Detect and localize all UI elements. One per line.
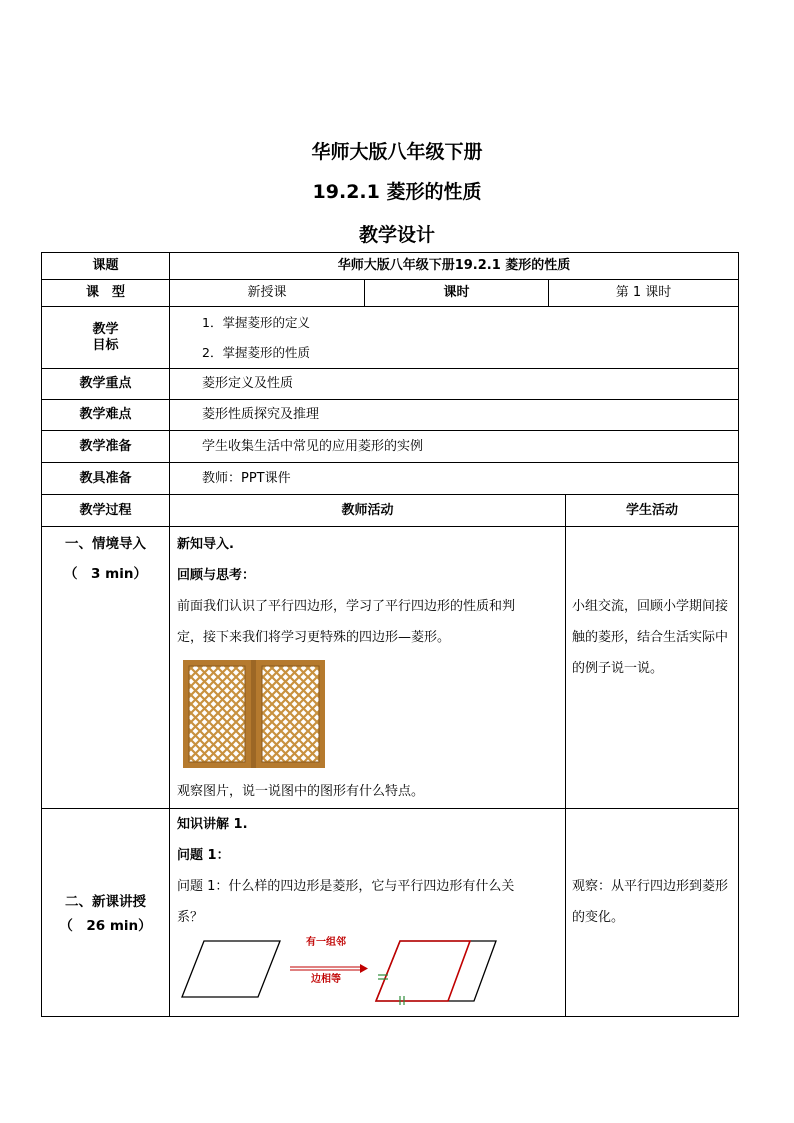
type-label: 课 型 [42, 280, 170, 307]
step2-student-line-2: 的变化。 [572, 910, 625, 925]
doc-title-line3: 教学设计 [358, 224, 435, 246]
step2-teacher-cell [170, 809, 566, 1017]
goals-label [42, 307, 170, 369]
step2-time: （ 26 min） [59, 917, 152, 934]
row-prep [42, 431, 739, 463]
step2-question-line-2: 系？ [177, 910, 204, 925]
step2-question-line-1: 问题 1：什么样的四边形是菱形，它与平行四边形有什么关 [177, 879, 515, 894]
step1-heading: 新知导入. [177, 537, 234, 552]
row-key [42, 369, 739, 400]
step1-subheading: 回顾与思考： [177, 568, 256, 583]
topic-value: 华师大版八年级下册19.2.1 菱形的性质 [170, 253, 739, 280]
row-topic [42, 253, 739, 280]
step2-question-heading: 问题 1： [177, 848, 230, 863]
goal-item-2: 2．掌握菱形的性质 [202, 344, 310, 360]
doc-title-line1: 华师大版八年级下册 [311, 141, 483, 163]
tools-label: 教具准备 [42, 463, 170, 495]
goals-list [170, 307, 739, 369]
row-tools [42, 463, 739, 495]
arrow-head [360, 964, 368, 973]
lattice-image [170, 653, 565, 774]
row-process-header [42, 495, 739, 527]
process-label: 教学过程 [42, 495, 170, 527]
prep-value: 学生收集生活中常见的应用菱形的实例 [170, 431, 739, 463]
step2-label-cell [42, 809, 170, 1017]
key-label: 教学重点 [42, 369, 170, 400]
row-type [42, 280, 739, 307]
row-goals [42, 307, 739, 369]
step1-teacher-cell [170, 527, 566, 809]
arrow-label-line1: 有一组邻 [306, 937, 346, 948]
step1-student-line-3: 的例子说一说。 [572, 661, 664, 676]
step1-text-2: 定，接下来我们将学习更特殊的四边形—菱形。 [177, 630, 451, 645]
rhombus-shape [376, 941, 470, 1001]
topic-label: 课题 [42, 253, 170, 280]
lattice-screen-image [182, 659, 326, 769]
step2-label: 二、新课讲授 [65, 893, 146, 910]
row-difficulty [42, 400, 739, 431]
step1-caption: 观察图片，说一说图中的图形有什么特点。 [177, 783, 425, 799]
row-step-1 [42, 527, 739, 809]
step1-label: 一、情境导入 [65, 536, 146, 552]
row-step-2 [42, 809, 739, 1017]
step2-heading: 知识讲解 1. [177, 817, 248, 832]
step1-student-line-1: 小组交流，回顾小学期间接 [572, 599, 729, 614]
outer-parallelogram [376, 941, 496, 1001]
student-activity-header: 学生活动 [566, 495, 739, 527]
period-label: 课时 [365, 280, 549, 307]
step2-student-cell [566, 809, 739, 1017]
step1-student-line-2: 触的菱形，结合生活实际中 [572, 630, 729, 645]
teacher-activity-header: 教师活动 [170, 495, 566, 527]
difficulty-value: 菱形性质探究及推理 [170, 400, 739, 431]
goal-item-1: 1．掌握菱形的定义 [202, 314, 310, 330]
step1-time: （ 3 min） [64, 566, 147, 582]
step1-label-cell [42, 527, 170, 809]
type-value: 新授课 [170, 280, 365, 307]
period-value: 第 1 课时 [549, 280, 739, 307]
goals-label-2: 目标 [92, 337, 119, 353]
step2-student-line-1: 观察：从平行四边形到菱形 [572, 879, 729, 894]
tools-value: 教师：PPT课件 [170, 463, 739, 495]
parallelogram-to-rhombus-figure [178, 933, 508, 1005]
step1-text-1: 前面我们认识了平行四边形，学习了平行四边形的性质和判 [177, 599, 516, 614]
difficulty-label: 教学难点 [42, 400, 170, 431]
goals-label-1: 教学 [92, 321, 119, 337]
prep-label: 教学准备 [42, 431, 170, 463]
doc-title-line2: 19.2.1 菱形的性质 [312, 181, 482, 203]
key-value: 菱形定义及性质 [170, 369, 739, 400]
lesson-plan-table [41, 252, 739, 1017]
step1-student-cell [566, 527, 739, 809]
parallelogram-shape [182, 941, 280, 997]
arrow-label-line2: 边相等 [311, 974, 341, 985]
